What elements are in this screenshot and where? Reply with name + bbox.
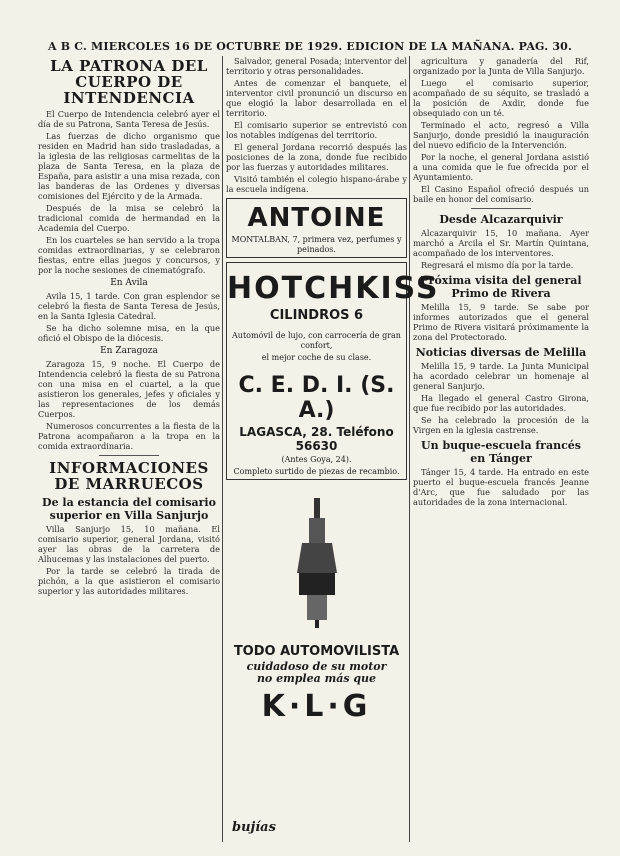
headline-marruecos: INFORMACIONES DE MARRUECOS	[49, 459, 209, 493]
paragraph: Ha llegado el general Castro Girona, que fue recibido por las autoridades.	[413, 393, 589, 413]
ad-hotchkiss-text: Automóvil de lujo, con carrocería de gran confort,	[232, 331, 401, 350]
paragraph: El Cuerpo de Intendencia celebró ayer el día de su Patrona, Santa Teresa de Jesús.	[38, 109, 220, 129]
paragraph: Por la tarde se celebró la tirada de pichón, a la que asistieron el comisario superior y las autoridades militares.	[38, 566, 220, 596]
paragraph: Villa Sanjurjo 15, 10 mañana. El comisario superior, general Jordana, visitó ayer las obras de la carretera de Alhucemas y las instalaciones del puerto.	[38, 524, 220, 564]
subhead-comisario: De la estancia del comisario superior en Villa Sanjurjo	[42, 496, 216, 522]
ad-klg-banner: TODO AUTOMOVILISTA	[233, 644, 400, 659]
ad-dealer-address: LAGASCA, 28. Teléfono 56630	[239, 425, 394, 453]
column-rule	[409, 56, 410, 842]
divider	[471, 208, 531, 209]
ad-antoine-title: ANTOINE	[247, 203, 386, 233]
ad-klg-slogan: cuidadoso de su motor	[246, 660, 387, 673]
ad-hotchkiss-text: el mejor coche de su clase.	[261, 353, 372, 362]
ad-antoine-text: MONTALBAN, 7, primera vez, perfumes y peinados.	[231, 235, 402, 254]
paragraph: Se ha celebrado la procesión de la Virgen en la iglesia castrense.	[413, 415, 589, 435]
paragraph: Salvador, general Posada; interventor del territorio y otras personalidades.	[226, 56, 407, 76]
spark-plug-illustration	[287, 498, 347, 628]
paragraph: Melilla 15, 9 tarde. La Junta Municipal ha acordado celebrar un homenaje al general Sanjurjo.	[413, 361, 589, 391]
ad-dealer-footer: Completo surtido de piezas de recambio.	[233, 467, 400, 476]
ad-klg-slogan: no emplea más que	[256, 672, 377, 685]
paragraph: Tánger 15, 4 tarde. Ha entrado en este puerto el buque-escuela francés Jeanne d'Arc, que fue saludado por las autoridades de la zona internacional.	[413, 467, 589, 507]
column-3	[413, 56, 589, 846]
ad-klg-brand: K·L·G	[261, 689, 372, 724]
ad-klg-bujias: bujías	[232, 820, 276, 835]
paragraph: Después de la misa se celebró la tradicional comida de hermandad en la Academia del Cuerpo.	[38, 203, 220, 233]
paragraph: En los cuarteles se han servido a la tropa comidas extraordinarias, y se celebraron fiestas, entre ellas juegos y concursos, y por la noche sesiones de cinematógrafo.	[38, 235, 220, 275]
subhead-tanger: Un buque-escuela francés en Tánger	[421, 439, 581, 465]
ad-dealer-note: (Antes Goya, 24).	[281, 455, 352, 464]
paragraph: Por la noche, el general Jordana asistió a una comida que le fue ofrecida por el Ayuntamiento.	[413, 152, 589, 182]
paragraph: Visitó también el colegio hispano-árabe y la escuela indígena.	[226, 174, 407, 194]
paragraph: Alcazarquivir 15, 10 mañana. Ayer marchó a Arcila el Sr. Martín Quintana, acompañado de los interventores.	[413, 228, 589, 258]
paragraph: Se ha dicho solemne misa, en la que ofició el Obispo de la diócesis.	[38, 323, 220, 343]
page-header: A B C. MIERCOLES 16 DE OCTUBRE DE 1929. EDICION DE LA MAÑANA. PAG. 30.	[47, 40, 573, 53]
paragraph: Zaragoza 15, 9 noche. El Cuerpo de Intendencia celebró la fiesta de su Patrona con una misa en el cuartel, a la que asistieron los generales, jefes y oficiales y las representaciones de los demás Cuerpos.	[38, 359, 220, 419]
subhead-alcazarquivir: Desde Alcazarquivir	[439, 213, 563, 226]
paragraph: El Casino Español ofreció después un baile en honor del comisario.	[413, 184, 589, 204]
headline-patrona: LA PATRONA DEL CUERPO DE INTENDENCIA	[50, 57, 208, 107]
ad-hotchkiss-cilindros: CILINDROS 6	[269, 308, 364, 323]
paragraph: Melilla 15, 9 tarde. Se sabe por informes autorizados que el general Primo de Rivera visitará próximamente la zona del Protectorado.	[413, 302, 589, 342]
paragraph: Antes de comenzar el banquete, el interventor civil pronunció un discurso en que elogió la labor desarrollada en el territorio.	[226, 78, 407, 118]
column-rule	[222, 56, 223, 842]
subhead-avila: En Avila	[110, 278, 148, 288]
ad-antoine	[226, 198, 407, 258]
paragraph: Luego el comisario superior, acompañado de su séquito, se trasladó a la posición de Axdir, donde fue obsequiado con un té.	[413, 78, 589, 118]
ad-klg	[226, 484, 407, 724]
paragraph: Numerosos concurrentes a la fiesta de la Patrona acompañaron a la tropa en la comida extraordinaria.	[38, 421, 220, 451]
ad-hotchkiss	[226, 262, 440, 480]
paragraph: Las fuerzas de dicho organismo que residen en Madrid han sido trasladadas, a la iglesia de las religiosas carmelitas de la plaza de Santa Teresa, en la plaza de España, para asistir a una misa rezada, con las banderas de las Ordenes y diversas comisiones del Ejército y de la Armada.	[38, 131, 220, 201]
column-1	[38, 56, 220, 846]
divider	[99, 455, 159, 456]
paragraph: El general Jordana recorrió después las posiciones de la zona, donde fue recibido por las fuerzas y autoridades militares.	[226, 142, 407, 172]
subhead-primo-de-rivera: Próxima visita del general Primo de Rivera	[420, 274, 582, 300]
column-2	[226, 56, 440, 846]
subhead-zaragoza: En Zaragoza	[100, 346, 158, 356]
paragraph: Regresará el mismo día por la tarde.	[421, 260, 574, 270]
paragraph: Terminado el acto, regresó a Villa Sanjurjo, donde presidió la inauguración del nuevo edificio de la Intervención.	[413, 120, 589, 150]
paragraph: Avila 15, 1 tarde. Con gran esplendor se celebró la fiesta de Santa Teresa de Jesús, en la Santa Iglesia Catedral.	[38, 291, 220, 321]
paragraph: agricultura y ganadería del Rif, organizado por la Junta de Villa Sanjurjo.	[413, 56, 589, 76]
subhead-melilla: Noticias diversas de Melilla	[415, 346, 587, 359]
ad-dealer-name: C. E. D. I. (S. A.)	[238, 373, 395, 423]
paragraph: El comisario superior se entrevistó con los notables indígenas del territorio.	[226, 120, 407, 140]
ad-hotchkiss-title: HOTCHKISS	[227, 271, 440, 306]
